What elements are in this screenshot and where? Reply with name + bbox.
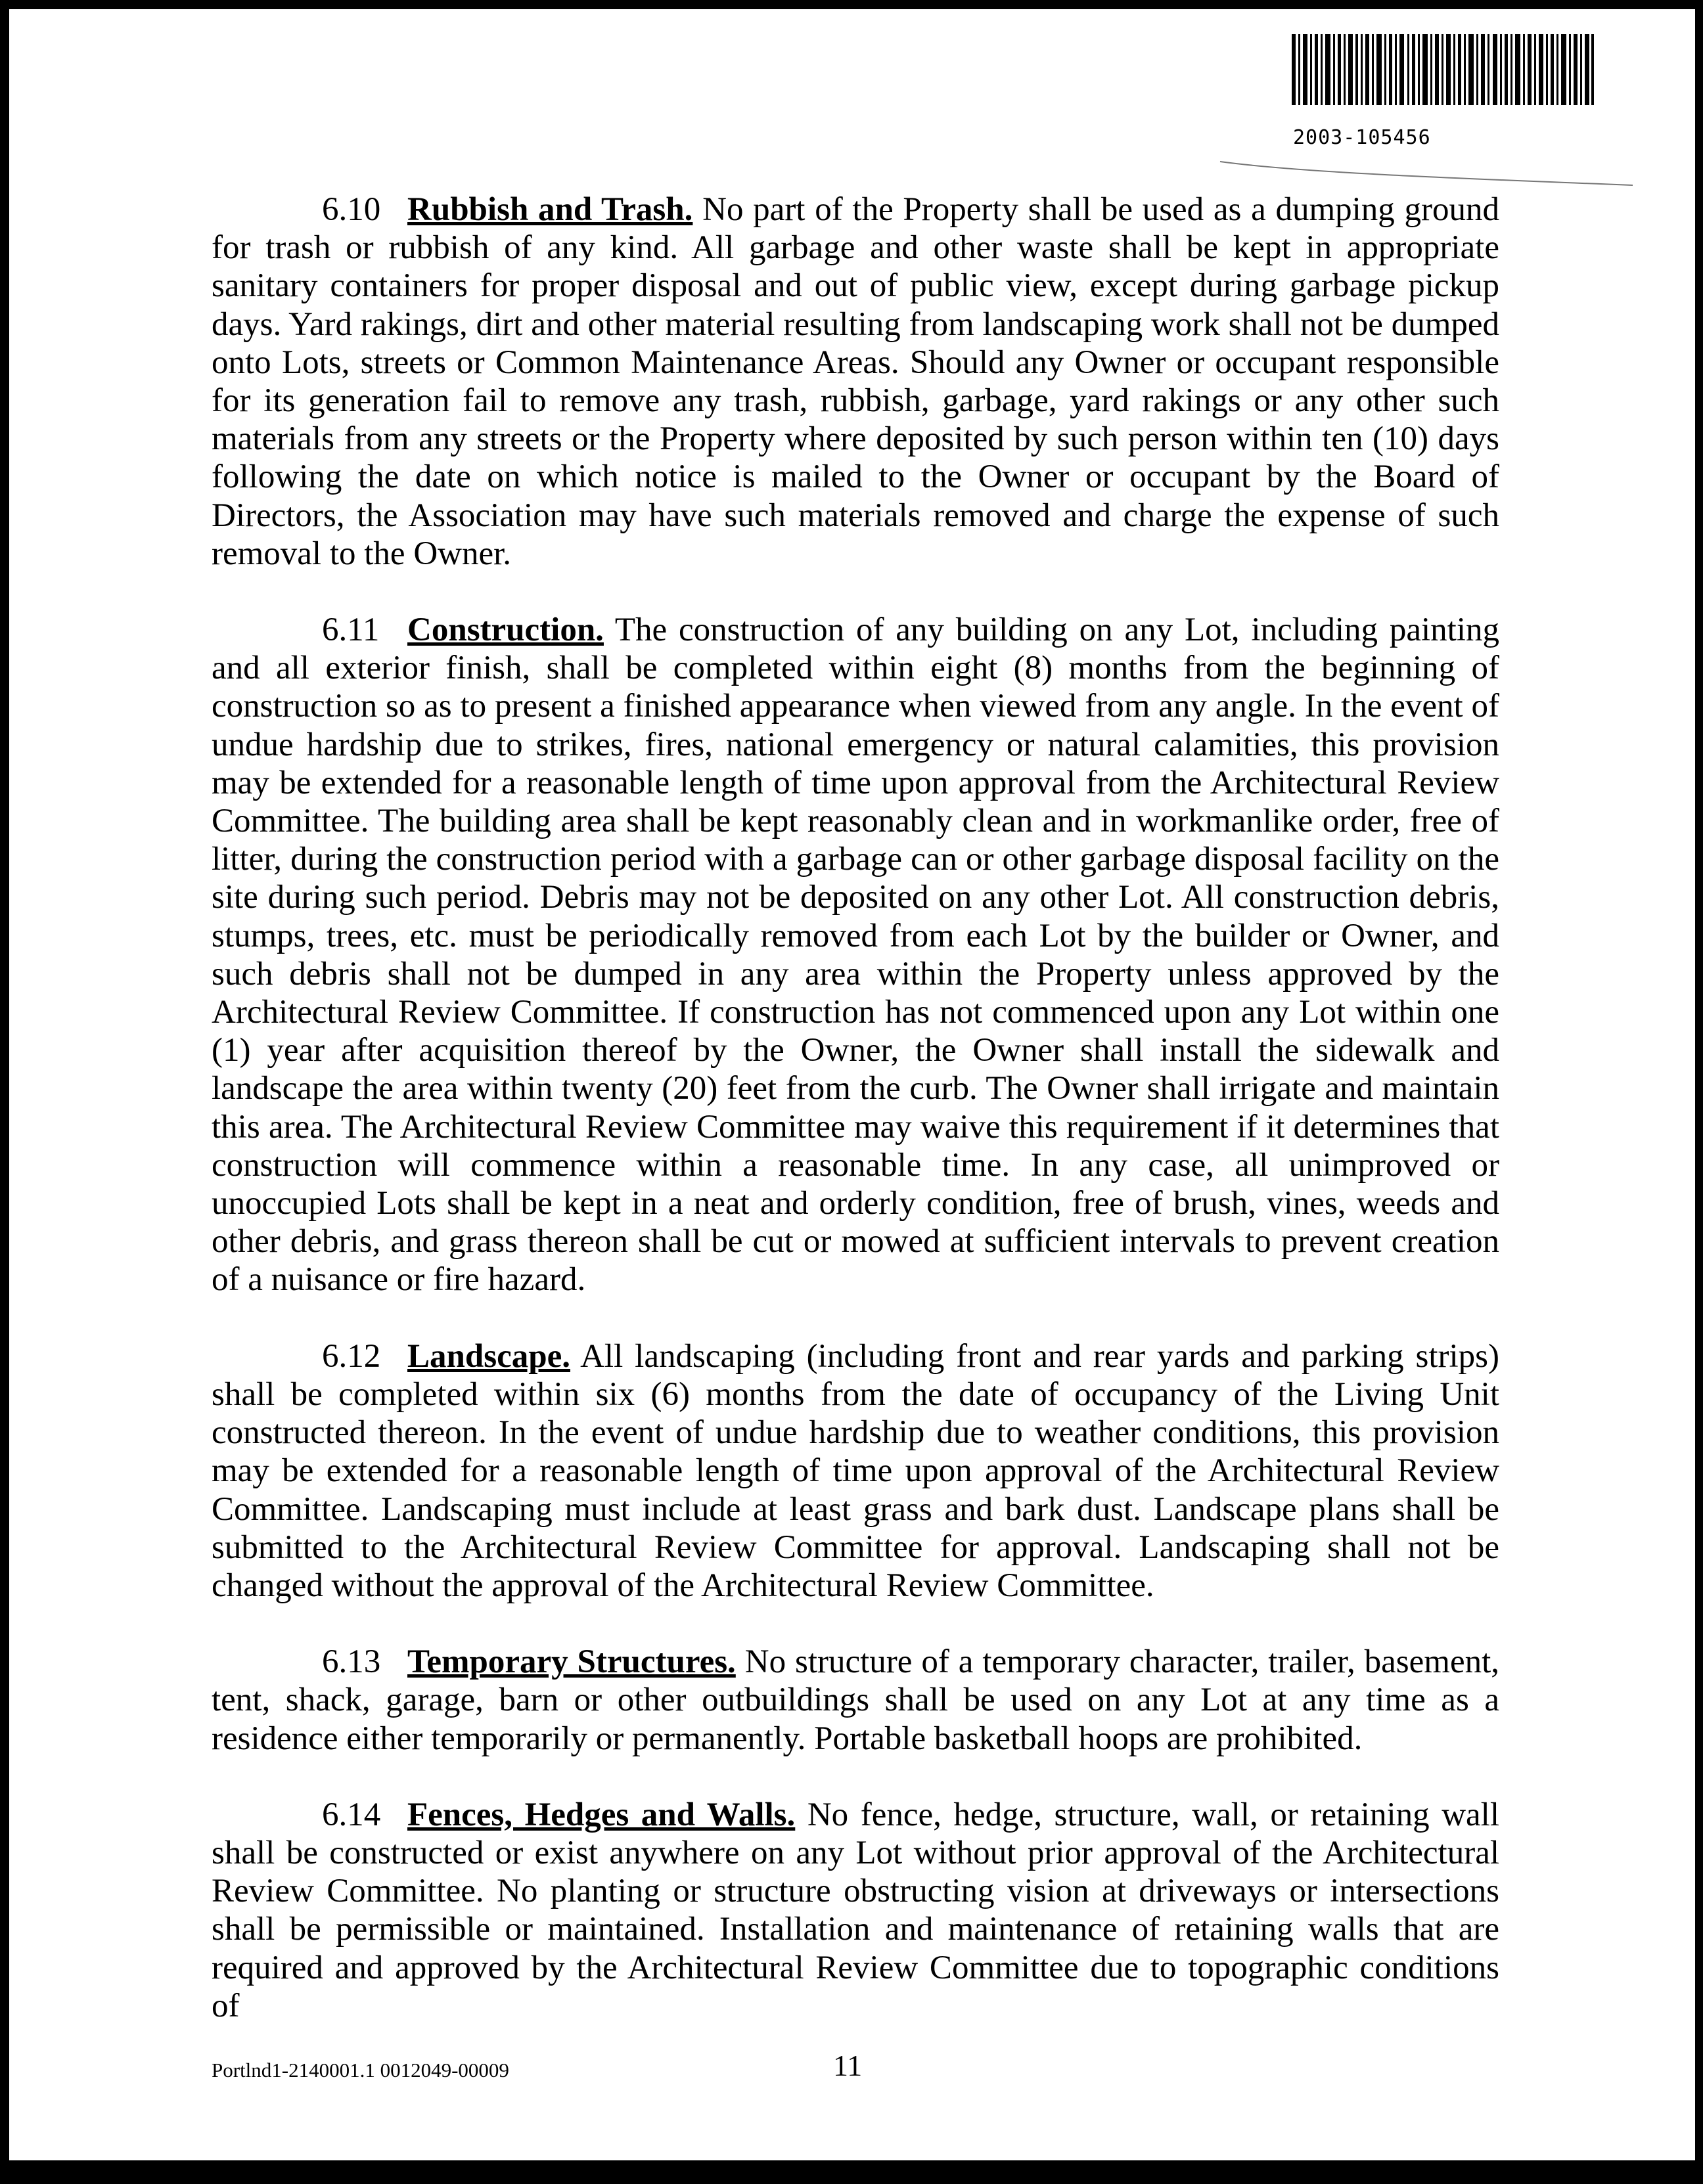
- section-number: 6.13: [322, 1643, 381, 1681]
- section-6-10: [212, 190, 1499, 573]
- footer-document-id: Portlnd1-2140001.1 0012049-00009: [212, 2059, 509, 2082]
- section-number: 6.12: [322, 1337, 381, 1375]
- section-title: Fences, Hedges and Walls.: [407, 1796, 796, 1833]
- section-title: Landscape.: [407, 1337, 570, 1375]
- barcode-number: 2003-105456: [1293, 126, 1431, 149]
- section-6-13: [212, 1643, 1499, 1758]
- section-number: 6.10: [322, 191, 381, 228]
- section-text: The construction of any building on any Lot, including painting and all exterior finish, shall be completed within eight (8) months from the beginning of construction so as to present a finished appearance when viewed from any angle. In the event of undue hardship due to strikes, fires, national emergency or natural calamities, this provision may be extended for a reasonable length of time upon approval from the Architectural Review Committee. The building area shall be kept reasonably clean and in workmanlike order, free of litter, during the construction period with a garbage can or other garbage disposal facility on the site during such period. Debris may not be deposited on any other Lot. All construction debris, stumps, trees, etc. must be periodically removed from each Lot by the builder or Owner, and such debris shall not be dumped in any area within the Property unless approved by the Architectural Review Committee. If construction has not commenced upon any Lot within one (1) year after acquisition thereof by the Owner, the Owner shall install the sidewalk and landscape the area within twenty (20) feet from the curb. The Owner shall irrigate and maintain this area. The Architectural Review Committee may waive this requirement if it determines that construction will commence within a reasonable time. In any case, all unimproved or unoccupied Lots shall be kept in a neat and orderly condition, free of brush, vines, weeds and other debris, and grass thereon shall be cut or mowed at sufficient intervals to prevent creation of a nuisance or fire hazard.: [212, 612, 1499, 1299]
- barcode-bars: [1292, 34, 1594, 105]
- section-number: 6.11: [322, 612, 380, 649]
- section-text: No part of the Property shall be used as a dumping ground for trash or rubbish of any kind. All garbage and other waste shall be kept in appropriate sanitary containers for proper disposal and out of public view, except during garbage pickup days. Yard rakings, dirt and other material resulting from landscaping work shall not be dumped onto Lots, streets or Common Maintenance Areas. Should any Owner or occupant responsible for its generation fail to remove any trash, rubbish, garbage, yard rakings or any other such materials from any streets or the Property where deposited by such person within ten (10) days following the date on which notice is mailed to the Owner or occupant by the Board of Directors, the Association may have such materials removed and charge the expense of such removal to the Owner.: [212, 191, 1500, 572]
- section-6-14: [212, 1796, 1499, 2025]
- document-body: [212, 190, 1499, 2063]
- section-title: Temporary Structures.: [407, 1643, 736, 1681]
- scan-line: [1219, 158, 1639, 190]
- section-text: All landscaping (including front and rear yards and parking strips) shall be completed within six (6) months from the date of occupancy of the Living Unit constructed thereon. In the event of undue hardship due to weather conditions, this provision may be extended for a reasonable length of time upon approval of the Architectural Review Committee. Landscaping must include at least grass and bark dust. Landscape plans shall be submitted to the Architectural Review Committee for approval. Landscaping shall not be changed without the approval of the Architectural Review Committee.: [212, 1337, 1500, 1604]
- section-title: Construction.: [407, 612, 604, 649]
- section-number: 6.14: [322, 1796, 381, 1833]
- section-6-11: [212, 611, 1499, 1299]
- section-6-12: [212, 1337, 1499, 1605]
- section-title: Rubbish and Trash.: [407, 191, 693, 228]
- page-number: 11: [833, 2049, 863, 2082]
- section-text: No structure of a temporary character, trailer, basement, tent, shack, garage, barn or other outbuildings shall be used on any Lot at any time as a residence either temporarily or permanently. Portable basketball hoops are prohibited.: [212, 1643, 1500, 1757]
- barcode: [1292, 34, 1594, 149]
- section-text: No fence, hedge, structure, wall, or retaining wall shall be constructed or exist anywhere on any Lot without prior approval of the Architectural Review Committee. No planting or structure obstructing vision at driveways or intersections shall be permissible or maintained. Installation and maintenance of retaining walls that are required and approved by the Architectural Review Committee due to topographic conditions of: [212, 1796, 1500, 2024]
